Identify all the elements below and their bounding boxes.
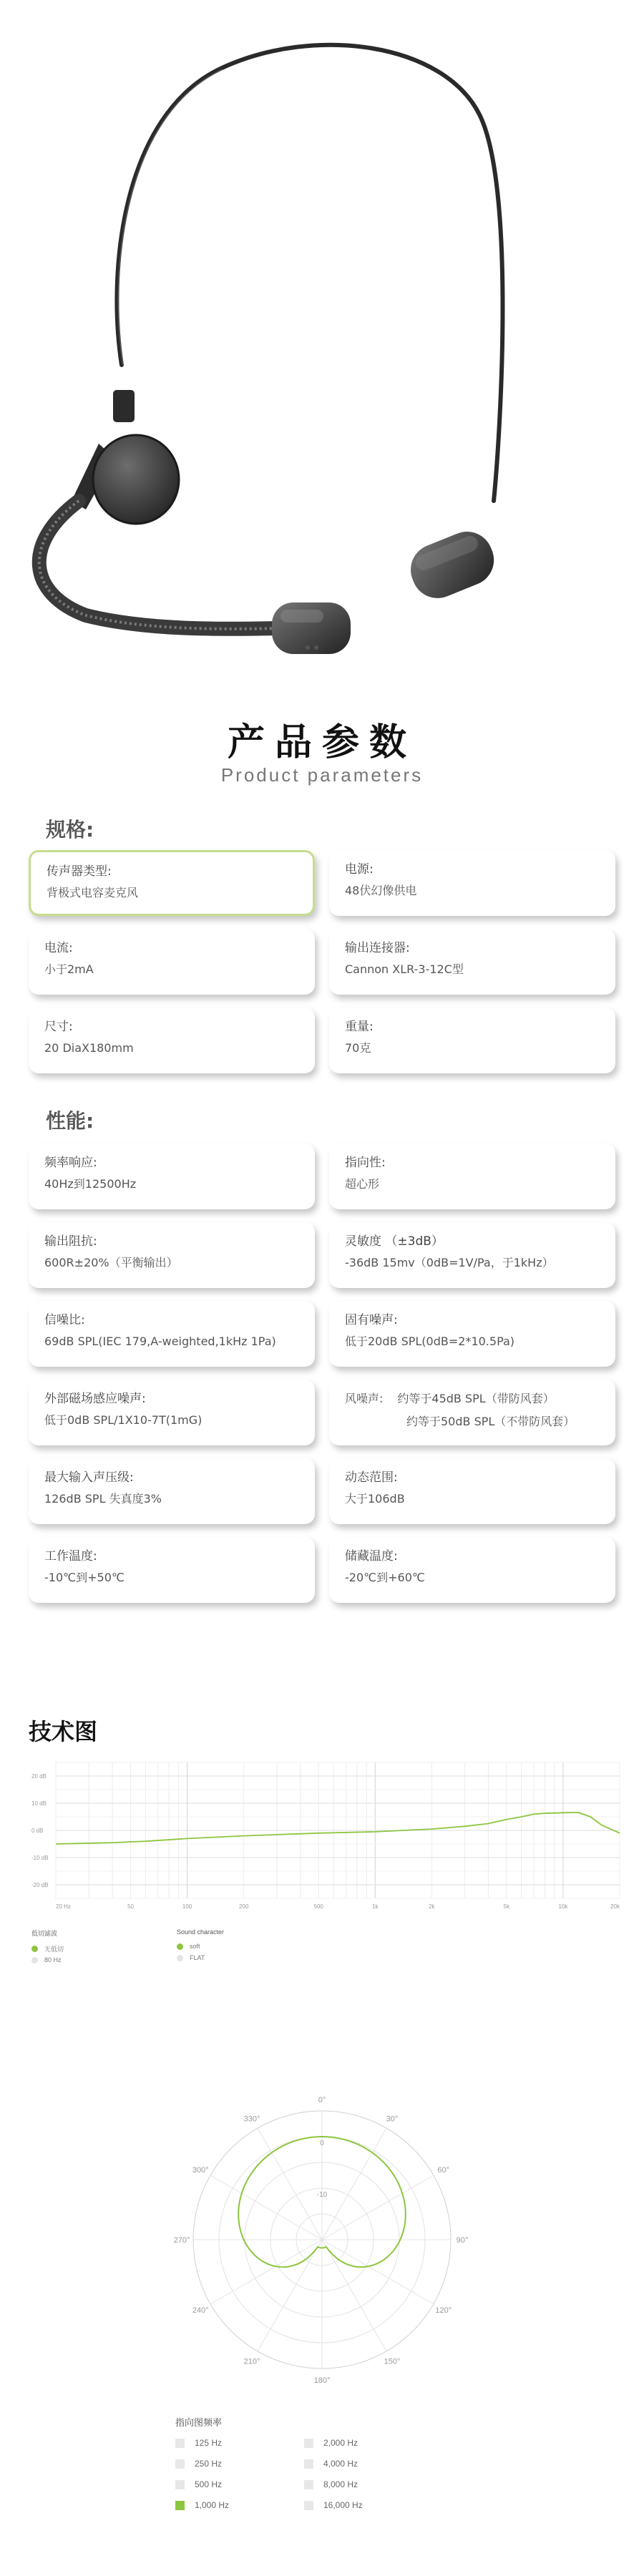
perf-value: -10℃到+50℃	[44, 1571, 125, 1584]
radio-selected-icon	[31, 1946, 38, 1952]
radio-icon	[31, 1957, 38, 1963]
spec-card-power	[329, 850, 615, 916]
perf-label: 信噪比:	[44, 1313, 85, 1327]
checkbox-icon	[304, 2459, 313, 2469]
perf-card-impedance	[29, 1222, 315, 1288]
frequency-label: 250 Hz	[195, 2459, 223, 2469]
legend-item[interactable]	[177, 1941, 224, 1952]
polar-pattern-chart	[168, 2079, 476, 2408]
angle-label: 150°	[384, 2357, 401, 2366]
low-cut-legend	[31, 1928, 64, 1966]
perf-card-storage-temp	[329, 1537, 615, 1603]
legend-label: 无低切	[44, 1945, 64, 1953]
perf-label: 输出阻抗:	[44, 1234, 97, 1249]
legend-item[interactable]	[31, 1954, 64, 1966]
angle-label: 210°	[243, 2357, 260, 2366]
legend-heading: 低切滤波	[31, 1930, 58, 1937]
perf-value: 600R±20%（平衡输出）	[44, 1256, 178, 1269]
perf-label: 固有噪声:	[345, 1313, 398, 1327]
legend-label: soft	[190, 1943, 200, 1950]
spec-label: 输出连接器:	[345, 941, 410, 955]
spec-label: 尺寸:	[44, 1020, 73, 1034]
legend-heading: Sound character	[177, 1928, 225, 1936]
spec-value: 48伏幻像供电	[345, 884, 417, 897]
frequency-option[interactable]	[304, 2457, 433, 2471]
perf-value: 超心形	[345, 1177, 380, 1191]
perf-card-frequency	[29, 1143, 315, 1209]
polar-spoke	[322, 2240, 386, 2351]
angle-label: 0°	[318, 2096, 326, 2104]
x-tick-label: 5k	[503, 1903, 510, 1910]
frequency-option[interactable]	[175, 2457, 304, 2471]
tech-heading: 技术图	[29, 1718, 98, 1745]
angle-label: 90°	[456, 2236, 469, 2245]
frequency-label: 8,000 Hz	[323, 2479, 358, 2489]
frequency-label: 16,000 Hz	[323, 2500, 363, 2510]
spec-heading: 规格:	[46, 818, 94, 841]
spec-label: 重量:	[345, 1020, 374, 1034]
checkbox-icon	[304, 2501, 313, 2510]
frequency-option[interactable]	[304, 2477, 433, 2492]
perf-card-snr	[29, 1301, 315, 1367]
perf-value-2: 约等于50dB SPL（不带防风套）	[406, 1415, 575, 1428]
spec-card-mic-type	[29, 850, 315, 916]
perf-value: -36dB 15mv（0dB=1V/Pa，于1kHz）	[345, 1256, 554, 1269]
angle-label: 240°	[192, 2306, 209, 2315]
sound-character-legend	[177, 1928, 224, 1963]
perf-label: 工作温度:	[44, 1549, 97, 1563]
x-tick-label: 1k	[372, 1903, 379, 1910]
page-subtitle: Product parameters	[220, 764, 424, 786]
perf-card-dynamic-range	[329, 1458, 615, 1524]
x-tick-label: 100	[182, 1903, 192, 1910]
perf-label: 储藏温度:	[345, 1549, 398, 1563]
spec-value: 20 DiaX180mm	[44, 1041, 134, 1055]
legend-item[interactable]	[31, 1943, 64, 1954]
performance-heading: 性能:	[46, 1109, 94, 1133]
perf-card-polar	[329, 1143, 615, 1209]
checkbox-icon	[304, 2480, 313, 2489]
frequency-option[interactable]	[175, 2436, 304, 2450]
perf-card-operating-temp	[29, 1537, 315, 1603]
y-tick-label: 20 dB	[31, 1773, 47, 1780]
perf-value: 低于20dB SPL(0dB=2*10.5Pa)	[345, 1335, 515, 1348]
frequency-label: 2,000 Hz	[323, 2438, 358, 2448]
x-tick-label: 500	[313, 1903, 323, 1910]
legend-label: 80 Hz	[44, 1956, 62, 1963]
polar-frequency-legend	[175, 2415, 476, 2512]
perf-value: 40Hz到12500Hz	[44, 1177, 137, 1191]
perf-label: 灵敏度 （±3dB）	[345, 1234, 444, 1249]
perf-value: 低于0dB SPL/1X10-7T(1mG)	[44, 1413, 203, 1427]
perf-label: 动态范围:	[345, 1470, 398, 1485]
perf-value: 126dB SPL 失真度3%	[44, 1492, 162, 1506]
spec-value: 背极式电容麦克风	[47, 886, 139, 899]
frequency-label: 500 Hz	[195, 2479, 223, 2489]
legend-item[interactable]	[177, 1952, 224, 1963]
angle-label: 60°	[437, 2166, 450, 2175]
page-title: 产品参数	[227, 721, 416, 764]
perf-label: 风噪声:	[345, 1392, 384, 1405]
x-tick-label: 2k	[429, 1903, 435, 1910]
radial-label: 0	[320, 2140, 324, 2147]
polar-spoke	[322, 2175, 434, 2240]
spec-value: Cannon XLR-3-12C型	[345, 962, 464, 976]
y-tick-label: 10 dB	[31, 1800, 47, 1807]
polar-spoke	[322, 2128, 386, 2240]
frequency-label: 1,000 Hz	[195, 2500, 230, 2510]
checkbox-icon	[175, 2480, 185, 2489]
checkbox-checked-icon	[175, 2501, 185, 2510]
spec-label: 传声器类型:	[47, 864, 112, 879]
perf-value: 约等于45dB SPL（带防风套）	[397, 1392, 555, 1405]
frequency-option[interactable]	[304, 2498, 433, 2512]
checkbox-icon	[304, 2439, 313, 2448]
legend-label: FLAT	[190, 1954, 205, 1961]
spec-card-weight	[329, 1008, 615, 1073]
spec-label: 电流:	[44, 941, 73, 955]
checkbox-icon	[175, 2439, 185, 2448]
radial-label: -10	[316, 2191, 328, 2199]
y-tick-label: -10 dB	[31, 1855, 49, 1861]
x-tick-label: 50	[127, 1903, 134, 1910]
angle-label: 120°	[435, 2306, 452, 2315]
polar-spoke	[322, 2240, 434, 2304]
x-tick-label: 20k	[610, 1903, 620, 1910]
frequency-option[interactable]	[175, 2477, 304, 2492]
perf-card-self-noise	[329, 1301, 615, 1367]
spec-card-current	[29, 929, 315, 995]
polar-spoke	[210, 2240, 322, 2304]
perf-value: 69dB SPL(IEC 179,A-weighted,1kHz 1Pa)	[44, 1335, 276, 1348]
frequency-option[interactable]	[175, 2498, 304, 2512]
angle-label: 30°	[386, 2114, 399, 2124]
spec-label: 电源:	[345, 862, 374, 877]
product-image	[0, 0, 644, 687]
frequency-label: 125 Hz	[195, 2438, 223, 2448]
polar-spoke	[210, 2175, 322, 2240]
x-tick-label: 20 Hz	[56, 1903, 71, 1910]
perf-label: 指向性:	[345, 1156, 386, 1170]
y-tick-label: -20 dB	[31, 1882, 49, 1888]
perf-value: 大于106dB	[345, 1492, 405, 1506]
wind-noise-row-2	[345, 1413, 600, 1431]
angle-label: 180°	[313, 2376, 331, 2385]
polar-legend-heading: 指向图频率	[175, 2418, 223, 2429]
angle-label: 300°	[192, 2166, 209, 2175]
perf-value: -20℃到+60℃	[345, 1571, 425, 1584]
x-tick-label: 10k	[558, 1903, 568, 1910]
angle-label: 270°	[173, 2236, 190, 2245]
frequency-label: 4,000 Hz	[323, 2459, 358, 2469]
perf-label: 外部磁场感应噪声:	[44, 1392, 146, 1406]
spec-card-size	[29, 1008, 315, 1073]
radio-selected-icon	[177, 1943, 183, 1950]
angle-label: 330°	[243, 2114, 260, 2124]
frequency-option[interactable]	[304, 2436, 433, 2450]
checkbox-icon	[175, 2459, 185, 2469]
perf-label: 频率响应:	[44, 1156, 97, 1170]
perf-card-wind-noise	[329, 1380, 615, 1445]
spec-value: 小于2mA	[44, 962, 94, 976]
polar-spoke	[258, 2128, 322, 2240]
y-tick-label: 0 dB	[31, 1828, 44, 1834]
spec-card-connector	[329, 929, 615, 995]
frequency-response-chart	[29, 1757, 623, 1914]
perf-card-max-spl	[29, 1458, 315, 1524]
perf-label: 最大输入声压级:	[44, 1470, 134, 1485]
perf-card-magnetic-noise	[29, 1380, 315, 1445]
spec-value: 70克	[345, 1041, 371, 1055]
x-tick-label: 200	[238, 1903, 249, 1910]
radio-icon	[177, 1955, 183, 1961]
polar-spoke	[258, 2240, 322, 2351]
perf-card-sensitivity	[329, 1222, 615, 1288]
wind-noise-row-1	[345, 1390, 600, 1408]
